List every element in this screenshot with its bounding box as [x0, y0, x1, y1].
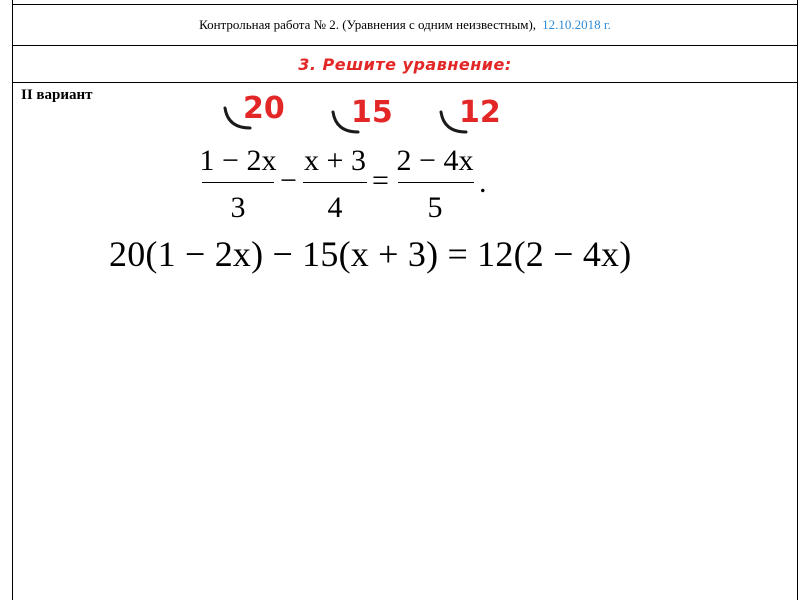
- factor-15: 15: [351, 95, 393, 130]
- equation-period: .: [479, 166, 487, 199]
- task-title: 3. Решите уравнение:: [298, 54, 512, 74]
- arc-mark-icon: [438, 108, 468, 138]
- fraction-3-numerator: 2 − 4x: [396, 144, 474, 177]
- divider-header: [12, 45, 798, 46]
- minus-sign: −: [280, 164, 297, 197]
- header-title: Контрольная работа № 2. (Уравнения с одним неизвестным),: [199, 17, 537, 32]
- arc-mark-icon: [222, 104, 252, 134]
- fraction-3-denominator: 5: [427, 191, 443, 224]
- expanded-equation: 20(1 − 2x) − 15(x + 3) = 12(2 − 4x): [109, 234, 632, 274]
- factor-20: 20: [243, 91, 285, 126]
- factor-12: 12: [459, 95, 501, 130]
- header-row: [13, 5, 797, 45]
- equals-sign: =: [372, 164, 389, 197]
- fraction-1-bar: [202, 182, 274, 183]
- fraction-2-numerator: x + 3: [304, 144, 366, 177]
- arc-mark-icon: [330, 108, 360, 138]
- worksheet: [12, 0, 798, 600]
- header-date: 12.10.2018 г.: [542, 17, 611, 32]
- divider-task: [12, 82, 798, 83]
- fraction-2-bar: [303, 182, 367, 183]
- fraction-2-denominator: 4: [327, 191, 343, 224]
- variant-label: II вариант: [21, 87, 93, 103]
- fraction-1-numerator: 1 − 2x: [199, 144, 277, 177]
- fraction-1-denominator: 3: [230, 191, 246, 224]
- fraction-3-bar: [398, 182, 474, 183]
